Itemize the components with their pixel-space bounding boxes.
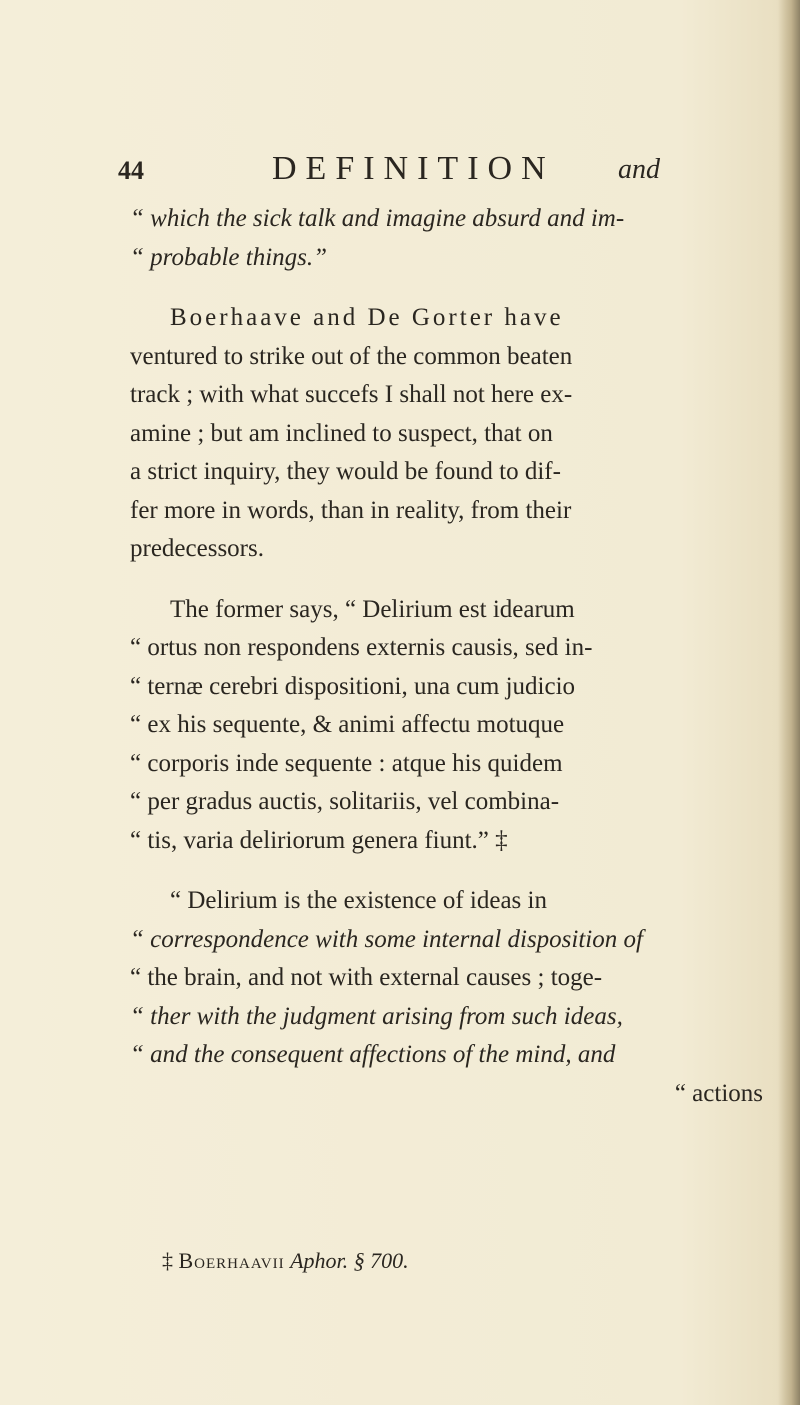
text-line: “ tis, varia deliriorum genera fiunt.” ‡	[130, 826, 508, 854]
text-line: fer more in words, than in reality, from their	[130, 496, 572, 524]
text-line: Boerhaave and De Gorter have	[170, 304, 564, 331]
text-line: “ probable things.”	[130, 243, 328, 271]
footnote-reference: Aphor. § 700.	[290, 1248, 409, 1273]
text-line: a strict inquiry, they would be found to dif-	[130, 458, 561, 485]
running-title: DEFINITION	[272, 150, 555, 187]
running-header	[118, 150, 718, 200]
footnote	[162, 1248, 409, 1274]
page-number: 44	[118, 156, 144, 185]
running-title-and: and	[618, 154, 660, 185]
footnote-mark: ‡	[162, 1248, 173, 1273]
body-text	[130, 200, 775, 1113]
paragraph-gap	[130, 277, 775, 299]
text-line: amine ; but am inclined to suspect, that on	[130, 419, 553, 447]
text-line: “ correspondence with some internal disposition of	[130, 925, 643, 953]
text-line: “ per gradus auctis, solitariis, vel combina-	[130, 788, 560, 815]
footnote-author: Boerhaavii	[178, 1248, 285, 1273]
text-line: predecessors.	[130, 535, 264, 562]
text-line: “ the brain, and not with external causes ; toge-	[130, 964, 603, 991]
text-line: “ ternæ cerebri dispositioni, una cum judicio	[130, 672, 576, 700]
text-line: “ ex his sequente, & animi affectu motuque	[130, 711, 565, 738]
text-line: track ; with what succefs I shall not here ex-	[130, 381, 573, 408]
text-line: “ ortus non respondens externis causis, sed in-	[130, 634, 593, 661]
text-line: “ corporis inde sequente : atque his quidem	[130, 749, 563, 777]
page-edge-shadow	[778, 0, 800, 1405]
text-line: ventured to strike out of the common beaten	[130, 342, 573, 370]
text-line: “ and the consequent affections of the mind, and	[130, 1041, 616, 1068]
text-line: “ Delirium is the existence of ideas in	[170, 887, 547, 914]
paragraph-gap	[130, 860, 775, 882]
text-line: “ ther with the judgment arising from such ideas,	[130, 1002, 623, 1030]
text-line: “ which the sick talk and imagine absurd and im-	[130, 205, 625, 232]
catchword: “ actions	[674, 1079, 763, 1107]
paragraph-gap	[130, 569, 775, 591]
text-line: The former says, “ Delirium est idearum	[170, 595, 575, 623]
